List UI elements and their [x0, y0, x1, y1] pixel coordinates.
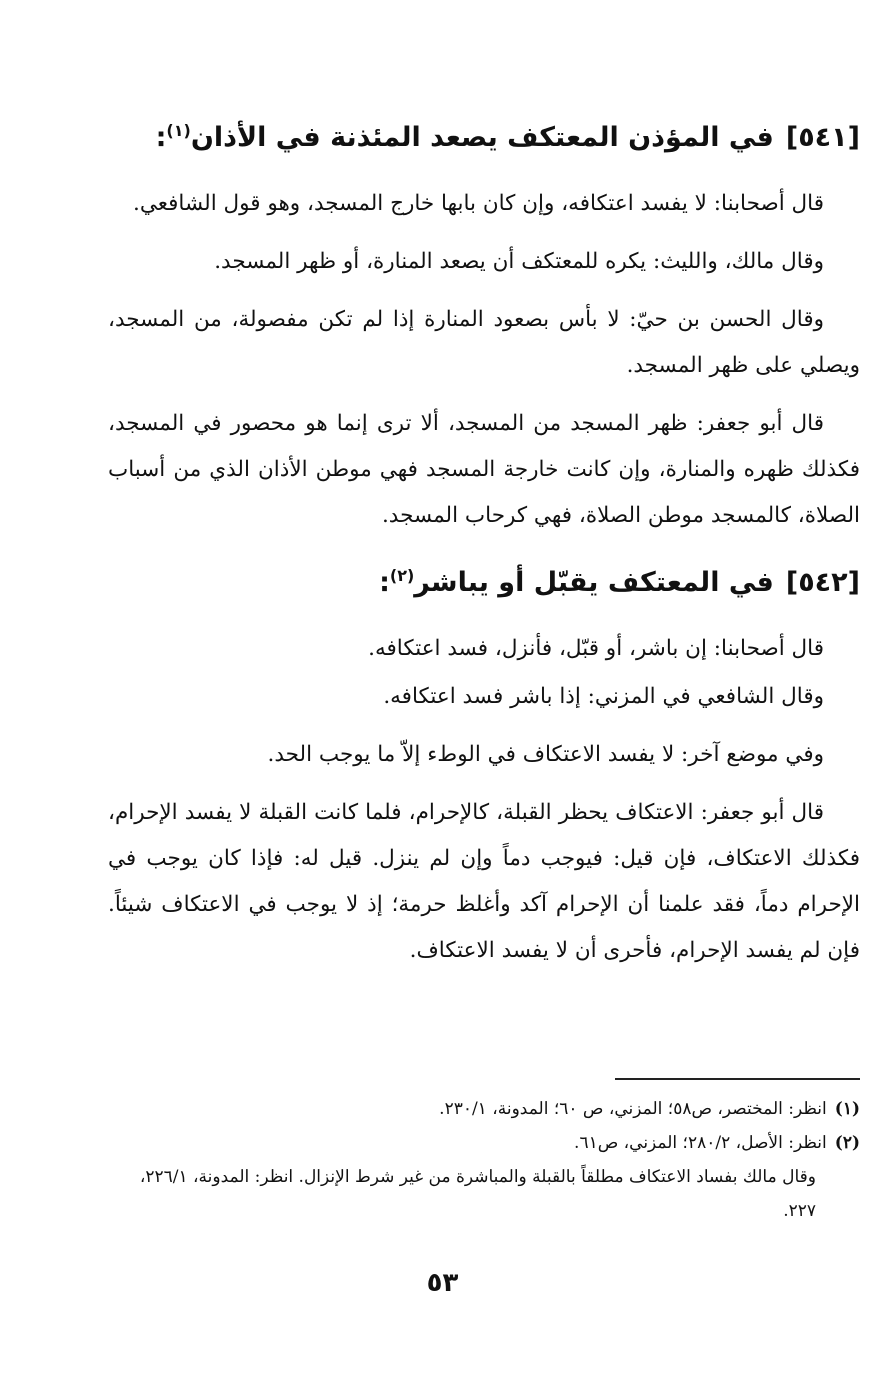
- paragraph: قال أبو جعفر: ظهر المسجد من المسجد، ألا ترى إنما هو محصور في المسجد، فكذلك ظهره والمنارة، وإن كانت خارجة المسجد فهي موطن الأذان الذي من أسباب الصلاة، كالمسجد موطن الصلاة، فهي كرحاب المسجد.: [108, 411, 860, 528]
- section-title: في المعتكف يقبّل أو يباشر: [414, 567, 774, 598]
- paragraph: قال أصحابنا: لا يفسد اعتكافه، وإن كان بابها خارج المسجد، وهو قول الشافعي.: [133, 191, 824, 216]
- section-heading-541: [108, 106, 860, 163]
- section-number: [٥٤١]: [785, 122, 860, 153]
- heading-colon: :: [155, 122, 167, 153]
- footnote-ref[interactable]: (٢): [389, 566, 415, 585]
- section-heading-542: [108, 551, 860, 608]
- footnote-ref[interactable]: (١): [166, 121, 191, 140]
- footnote-text: انظر: المختصر، ص٥٨؛ المزني، ص ٦٠؛ المدونة، ٢٣٠/١.: [439, 1099, 827, 1119]
- footnote-number: (٢): [834, 1133, 860, 1153]
- paragraph: قال أبو جعفر: الاعتكاف يحظر القبلة، كالإحرام، فلما كانت القبلة لا يفسد الإحرام، فكذلك الاعتكاف، فإن قيل: فيوجب دماً وإن لم ينزل. قيل له: فإذا كان يوجب في الإحرام دماً، فقد علمنا أن الإحرام آكد وأغلظ حرمة؛ إذ لا يوجب في الاعتكاف شيئاً. فإن لم يفسد الإحرام، فأحرى أن لا يفسد الاعتكاف.: [108, 800, 860, 963]
- page-body: [108, 100, 860, 986]
- section-title: في المؤذن المعتكف يصعد المئذنة في الأذان: [190, 122, 774, 153]
- footnote-2: [108, 1126, 860, 1160]
- paragraph: وقال الحسن بن حيّ: لا بأس بصعود المنارة إذا لم تكن مفصولة، من المسجد، ويصلي على ظهر المسجد.: [108, 307, 860, 378]
- footnote-2-continuation: وقال مالك بفساد الاعتكاف مطلقاً بالقبلة والمباشرة من غير شرط الإنزال. انظر: المدونة، ٢٢٦/١، ٢٢٧.: [139, 1167, 816, 1221]
- heading-colon: :: [379, 567, 390, 598]
- page-number: ٥٣: [426, 1268, 459, 1298]
- paragraph: وقال مالك، والليث: يكره للمعتكف أن يصعد المنارة، أو ظهر المسجد.: [214, 249, 824, 274]
- paragraph: قال أصحابنا: إن باشر، أو قبّل، فأنزل، فسد اعتكافه.: [368, 636, 824, 661]
- section-number: [٥٤٢]: [785, 567, 860, 598]
- footnote-number: (١): [834, 1099, 860, 1119]
- footnote-1: [108, 1092, 860, 1126]
- footnote-divider: [615, 1078, 860, 1080]
- footnotes: [108, 1092, 860, 1228]
- paragraph: وقال الشافعي في المزني: إذا باشر فسد اعتكافه.: [383, 684, 824, 709]
- paragraph: وفي موضع آخر: لا يفسد الاعتكاف في الوطء إلاّ ما يوجب الحد.: [267, 742, 824, 767]
- footnote-text: انظر: الأصل، ٢٨٠/٢؛ المزني، ص٦١.: [574, 1133, 827, 1153]
